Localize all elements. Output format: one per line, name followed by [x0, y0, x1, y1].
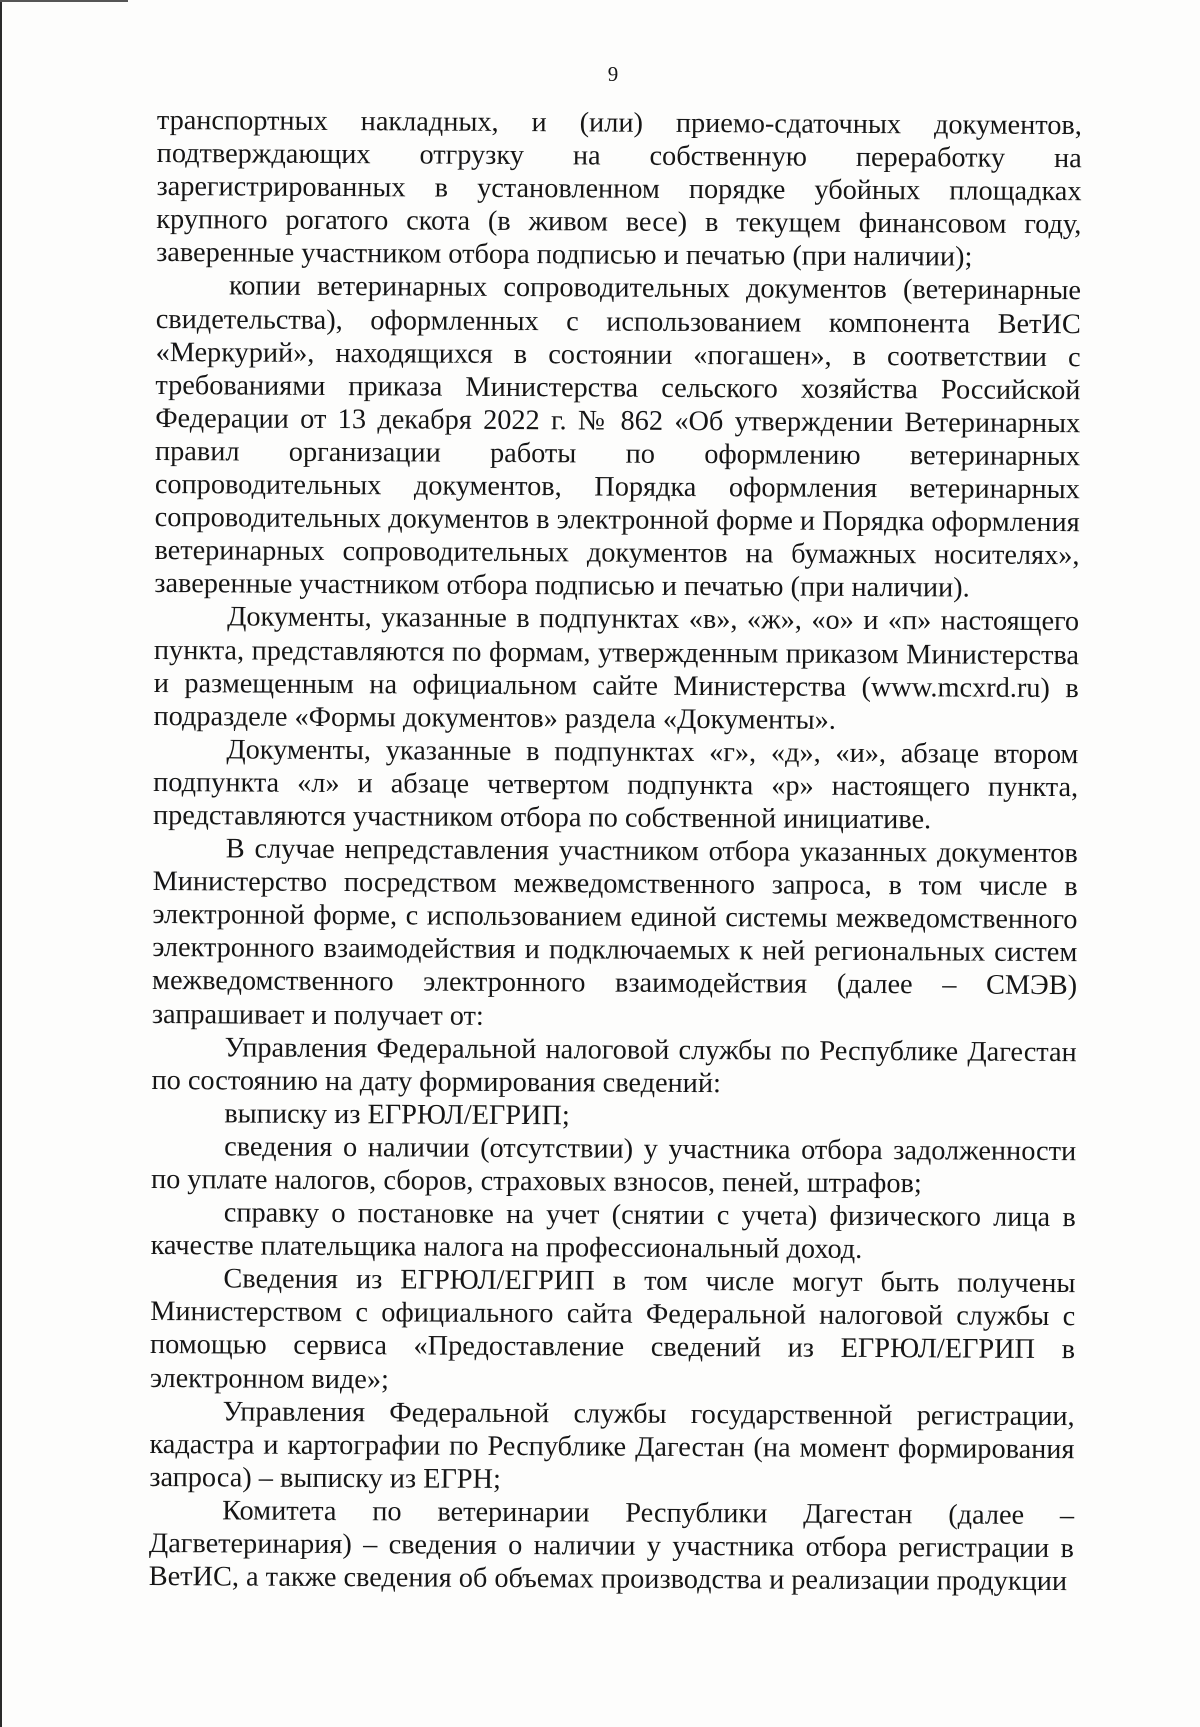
paragraph: справку о постановке на учет (снятии с учета) физического лица в качестве плательщика налога на профессиональный доход.	[150, 1197, 1076, 1266]
document-body	[149, 104, 1082, 1598]
paragraph: Документы, указанные в подпунктах «г», «д», «и», абзаце втором подпункта «л» и абзаце четвертом подпункта «р» настоящего пункта, представляются участником отбора по собственной инициативе.	[152, 734, 1079, 836]
paragraph: Сведения из ЕГРЮЛ/ЕГРИП в том числе могут быть получены Министерством с официального сайта Федеральной налоговой службы с помощью сервиса «Предоставление сведений из ЕГРЮЛ/ЕГРИП в электронном виде»;	[149, 1263, 1076, 1395]
paragraph: Комитета по ветеринарии Республики Дагестан (далее – Дагветеринария) – сведения о наличии у участника отбора регистрации в ВетИС, а также сведения об объемах производства и реализации продукции	[148, 1495, 1075, 1598]
paragraph: Управления Федеральной налоговой службы по Республике Дагестан по состоянию на дату формирования сведений:	[151, 1032, 1077, 1099]
scan-edge-top	[0, 0, 320, 2]
paragraph: Документы, указанные в подпунктах «в», «ж», «о» и «п» настоящего пункта, представляются по формам, утвержденным приказом Министерства и размещенным на официальном сайте Министерства (www.mcxrd.ru) в подразделе «Формы документов» раздела «Документы».	[153, 601, 1080, 736]
page-number: 9	[607, 62, 619, 86]
paragraph: Управления Федеральной службы государственной регистрации, кадастра и картографии по Республике Дагестан (на момент формирования запроса) – выписку из ЕГРН;	[149, 1396, 1075, 1495]
scan-edge-left	[0, 0, 2, 1727]
paragraph: сведения о наличии (отсутствии) у участника отбора задолженности по уплате налогов, сборов, страховых взносов, пеней, штрафов;	[150, 1131, 1077, 1200]
paragraph: выписку из ЕГРЮЛ/ЕГРИП;	[224, 1098, 570, 1132]
paragraph: В случае непредставления участником отбора указанных документов Министерство посредством межведомственного запроса, в том числе в электронной форме, с использованием единой системы межведомственного электронного взаимодействия и подключаемых к ней региональных систем межведомственного электронного взаимодействия (далее – СМЭВ) запрашивает и получает от:	[151, 833, 1078, 1032]
paragraph: копии ветеринарных сопроводительных документов (ветеринарные свидетельства), оформленных с использованием компонента ВетИС «Меркурий», находящихся в состоянии «погашен», в соответствии с требованиями приказа Министерства сельского хозяйства Российской Федерации от 13 декабря 2022 г. № 862 «Об утверждении Ветеринарных правил организации работы по оформлению ветеринарных сопроводительных документов, Порядка оформления ветеринарных сопроводительных документов в электронной форме и Порядка оформления ветеринарных сопроводительных документов на бумажных носителях», заверенные участником отбора подписью и печатью (при наличии).	[154, 270, 1082, 604]
paragraph: транспортных накладных, и (или) приемо-сдаточных документов, подтверждающих отгрузку на собственную переработку на зарегистрированных в установленном порядке убойных площадках крупного рогатого скота (в живом весе) в текущем финансовом году, заверенные участником отбора подписью и печатью (при наличии);	[156, 104, 1082, 273]
